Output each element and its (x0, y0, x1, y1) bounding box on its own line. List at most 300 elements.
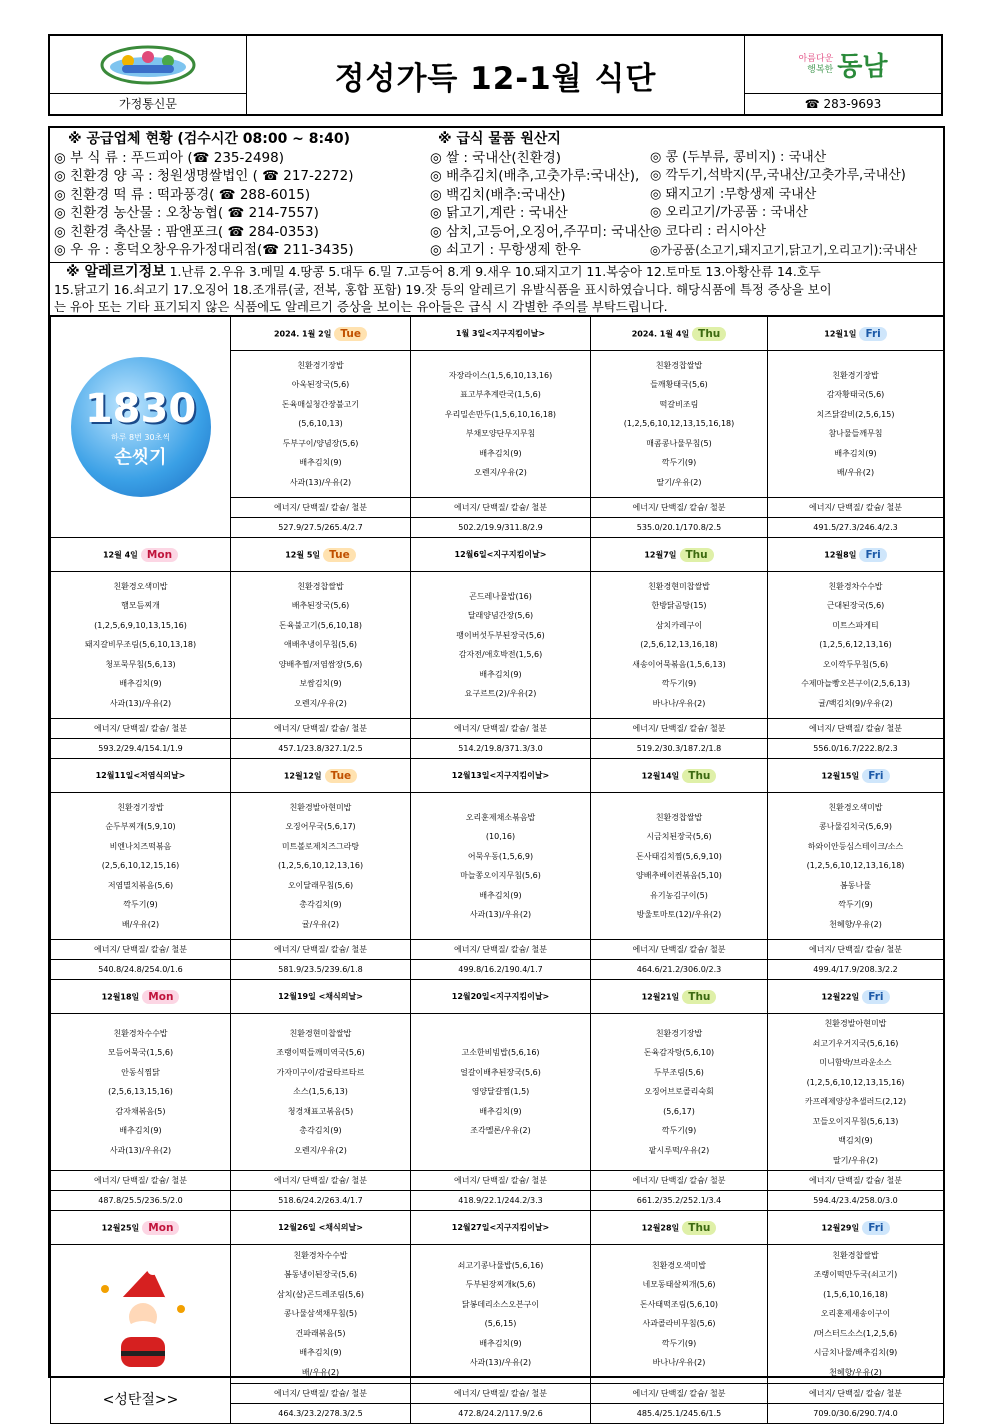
menu-item: 배/우유(2) (301, 1367, 340, 1377)
day-menu (768, 351, 944, 498)
day-header (411, 980, 591, 1014)
menu-item: 건파래볶음(5) (295, 1328, 346, 1338)
day-header (411, 538, 591, 572)
menu-table (50, 316, 944, 1424)
menu-item: (1,2,5,6,9,10,13,15,16) (94, 620, 187, 630)
day-date: 12월8일 (824, 550, 857, 559)
day-nutrition (768, 1384, 944, 1424)
nutrition-label: 에너지/ 단백질/ 칼슘/ 철분 (231, 1384, 410, 1404)
day-nutrition (231, 940, 411, 980)
day-date: 12월1일 (824, 329, 857, 338)
nutrition-value: 709.0/30.6/290.7/4.0 (813, 1409, 898, 1418)
menu-item: 오이깍두무침(5,6) (822, 659, 889, 669)
day-date: 12월14일 (641, 771, 680, 780)
menu-item: 오리훈제새송이구이 (820, 1309, 891, 1319)
logo-big-text: 동남 (837, 52, 888, 82)
menu-item: 사과(13)/우유(2) (469, 1358, 532, 1367)
menu-item: 콩나물삼색채무침(5) (283, 1309, 358, 1319)
menu-item: 수제마늘빵오븐구이(2,5,6,13) (801, 679, 910, 689)
nutrition-value: 556.0/16.7/222.8/2.3 (813, 744, 898, 753)
day-date: 12월25일 (101, 1223, 140, 1232)
weekday-badge: Thu (682, 1221, 716, 1235)
menu-row (51, 793, 944, 940)
day-header (411, 317, 591, 351)
menu-item: 깍두기(9) (123, 900, 158, 910)
menu-item: 순두부찌개(5,9,10) (105, 822, 176, 832)
origin-line: ◎ 깍두기,석박지(무,국내산/고춧가루,국내산) (650, 168, 906, 183)
nutrition-label: 에너지/ 단백질/ 칼슘/ 철분 (591, 498, 767, 518)
day-date: 12월12일 (283, 771, 322, 780)
menu-item: 오렌지/우유(2) (294, 698, 347, 708)
menu-item: 삼치카레구이 (655, 620, 703, 630)
nutrition-value: 527.9/27.5/265.4/2.7 (278, 523, 363, 532)
menu-item: 배/우유(2) (121, 919, 160, 929)
nutrition-label: 에너지/ 단백질/ 칼슘/ 철분 (768, 498, 943, 518)
supplier-heading: ※ 공급업체 현황 (검수시간 08:00 ~ 8:40) (68, 131, 351, 147)
menu-item: 얼갈이배추된장국(5,6) (460, 1067, 541, 1077)
day-nutrition (51, 1171, 231, 1211)
menu-item: 오이달래무침(5,6) (287, 880, 354, 890)
menu-item: 봄동냉이된장국(5,6) (283, 1270, 358, 1280)
menu-item: 양배추베이컨볶음(5,10) (636, 871, 722, 880)
day-header (231, 759, 411, 793)
menu-item: 자장라이스(1,5,6,10,13,16) (448, 370, 553, 380)
menu-item: 모듬어묵국(1,5,6) (107, 1048, 174, 1058)
day-menu (411, 351, 591, 498)
menu-item: (5,6,10,13) (298, 419, 343, 429)
logo-small-text-2: 행복한 (807, 64, 834, 75)
menu-item: 청경채표고볶음(5) (287, 1106, 354, 1116)
origin-line: ◎ 백김치(배추:국내산) (430, 186, 566, 203)
menu-row (51, 1245, 944, 1384)
weekday-badge: Thu (682, 990, 716, 1004)
day-header (591, 538, 768, 572)
handwash-number: 1830 (84, 385, 197, 432)
supplier-line: ◎ 우 유 : 흥덕오창우유가정대리점(☎ 211-3435) (54, 242, 354, 258)
weekday-badge: Thu (680, 548, 714, 562)
menu-item: 달래양념간장(5,6) (467, 611, 534, 620)
header (48, 34, 943, 116)
menu-item: 오렌지/우유(2) (294, 1145, 347, 1155)
day-header (411, 1211, 591, 1245)
menu-item: 감자전/애호박전(1,5,6) (458, 650, 543, 659)
day-header (768, 759, 944, 793)
origin-line: ◎ 오리고기/가공품 : 국내산 (650, 205, 809, 220)
menu-item: 삼치(살)곤드레조림(5,6) (276, 1289, 365, 1299)
menu-item: 깍두기(9) (661, 679, 697, 689)
menu-item: 매콤콩나물무침(5) (646, 438, 712, 448)
weekday-badge: Fri (859, 327, 886, 341)
nutrition-value: 464.3/23.2/278.3/2.5 (278, 1409, 363, 1418)
nutrition-label: 에너지/ 단백질/ 칼슘/ 철분 (231, 940, 410, 960)
day-nutrition (231, 498, 411, 538)
date-row (51, 317, 944, 351)
menu-item: 마늘쫑오이지무침(5,6) (460, 871, 541, 880)
nutrition-label: 에너지/ 단백질/ 칼슘/ 철분 (411, 1171, 590, 1191)
day-date: 12월19일 <채식의날> (278, 992, 363, 1001)
menu-item: 돈사태떡조림(5,6,10) (639, 1299, 719, 1309)
menu-item: 부채모양단무지무침 (465, 429, 536, 438)
day-nutrition (768, 940, 944, 980)
nutrition-value: 502.2/19.9/311.8/2.9 (458, 523, 543, 532)
day-header (51, 1211, 231, 1245)
allergy-heading: ※ 알레르기정보 (66, 264, 166, 280)
day-menu (591, 1014, 768, 1171)
menu-item: 천혜향/우유(2) (829, 919, 882, 929)
menu-item: 조랭이떡들깨미역국(5,6) (276, 1048, 365, 1058)
menu-item: 친환경찹쌀밥 (297, 581, 344, 591)
menu-item: 미니함박/브라운소스 (819, 1058, 892, 1067)
kindergarten-logo (745, 36, 941, 93)
menu-item: 돼지갈비무조림(5,6,10,13,18) (84, 640, 197, 650)
nutrition-value: 499.8/16.2/190.4/1.7 (458, 965, 543, 974)
day-date: 12월21일 (641, 992, 680, 1001)
day-menu (51, 572, 231, 719)
nutrition-row (51, 719, 944, 759)
nutrition-value: 485.4/25.1/245.6/1.5 (636, 1409, 722, 1418)
menu-item: (1,5,6,10,16,18) (823, 1289, 888, 1299)
day-menu (231, 572, 411, 719)
allergy-text-3: 는 유아 또는 기타 표기되지 않은 식품에도 알레르기 증상을 보이는 유아들은 급식 시 각별한 주의를 부탁드립니다. (54, 299, 668, 314)
handwash-badge (71, 357, 211, 497)
menu-item: (1,2,5,6,10,12,13,15,16) (806, 1077, 905, 1087)
menu-item: 배추김치(9) (479, 890, 522, 900)
supplier-line: ◎ 부 식 류 : 푸드피아 (☎ 235-2498) (54, 149, 284, 166)
origin-line: ◎가공품(소고기,돼지고기,닭고기,오리고기):국내산 (650, 243, 918, 257)
day-date: 12월7일 (644, 550, 677, 559)
supplier-list (54, 130, 354, 260)
menu-item: 근대된장국(5,6) (826, 601, 885, 611)
menu-item: 양배추찜/저염쌈장(5,6) (278, 659, 363, 669)
day-menu (591, 1245, 768, 1384)
menu-item: 들깨황태국(5,6) (650, 380, 708, 390)
day-date: 12월29일 (821, 1223, 860, 1232)
nutrition-value: 661.2/35.2/252.1/3.4 (636, 1196, 722, 1205)
nutrition-label: 에너지/ 단백질/ 칼슘/ 철분 (411, 498, 590, 518)
nutrition-value: 535.0/20.1/170.8/2.5 (636, 523, 722, 532)
menu-item: 친환경찹쌀밥 (832, 1250, 879, 1260)
nutrition-row (51, 940, 944, 980)
day-header (51, 980, 231, 1014)
origin-list-left (430, 130, 650, 260)
nutrition-value: 457.1/23.8/327.1/2.5 (278, 744, 363, 753)
nutrition-value: 464.6/21.2/306.0/2.3 (636, 965, 722, 974)
day-date: 12월27일<지구지킴이날> (451, 1223, 550, 1232)
menu-item: 돈육감자탕(5,6,10) (643, 1048, 715, 1058)
menu-item: 감자황태국(5,6) (826, 390, 885, 399)
menu-item: 미트스파게티 (832, 620, 879, 630)
menu-item: 배추김치(9) (479, 1106, 522, 1116)
day-date: 12월 4일 (102, 550, 138, 559)
menu-item: 조랭이떡만두국(쇠고기) (813, 1270, 898, 1280)
day-nutrition (411, 940, 591, 980)
day-menu (411, 793, 591, 940)
day-menu (231, 1014, 411, 1171)
menu-item: 친환경발아현미밥 (289, 802, 352, 812)
menu-item: (5,6,17) (663, 1106, 695, 1116)
day-nutrition (768, 1171, 944, 1211)
nutrition-label: 에너지/ 단백질/ 칼슘/ 철분 (591, 1171, 767, 1191)
menu-item: 어묵우동(1,5,6,9) (467, 851, 534, 861)
menu-item: 한방닭곰탕(15) (651, 601, 707, 611)
day-nutrition (51, 719, 231, 759)
menu-row (51, 572, 944, 719)
menu-item: 친환경오색미밥 (828, 802, 883, 812)
menu-item: 친환경기장밥 (655, 1028, 703, 1038)
day-date: 12월26일 <채식의날> (278, 1223, 363, 1232)
handwash-small: 하루 8번 30초씩 (111, 432, 170, 442)
day-menu (591, 572, 768, 719)
day-nutrition (411, 719, 591, 759)
weekday-badge: Mon (142, 990, 179, 1004)
day-menu (231, 793, 411, 940)
supplier-line: ◎ 친환경 축산물 : 팜앤포크( ☎ 284-0353) (54, 223, 319, 240)
allergy-info (50, 262, 943, 316)
menu-item: 콩나물김치국(5,6,9) (819, 822, 892, 832)
day-menu (768, 1245, 944, 1384)
weekday-badge: Tue (325, 769, 358, 783)
day-menu (51, 793, 231, 940)
menu-item: 친환경발아현미밥 (824, 1019, 887, 1028)
menu-item: 감자채볶음(5) (115, 1106, 166, 1116)
day-menu (411, 572, 591, 719)
day-menu (231, 351, 411, 498)
christmas-label: <성탄절>> (102, 1392, 179, 1408)
origin-line: ◎ 닭고기,계란 : 국내산 (430, 205, 568, 221)
day-nutrition (231, 1171, 411, 1211)
day-menu (411, 1245, 591, 1384)
date-row (51, 1211, 944, 1245)
menu-sheet (48, 126, 945, 1418)
day-date: 1월 3일<지구지킴이날> (455, 329, 546, 338)
menu-item: 요구르트(2)/우유(2) (464, 689, 537, 698)
menu-item: 두부조림(5,6) (654, 1067, 704, 1077)
nutrition-label: 에너지/ 단백질/ 칼슘/ 철분 (411, 940, 590, 960)
menu-item: 배추김치(9) (479, 1338, 522, 1348)
day-nutrition (768, 498, 944, 538)
menu-item: (10,16) (485, 832, 516, 841)
menu-item: 친환경현미찹쌀밥 (289, 1028, 352, 1038)
menu-item: (1,2,5,6,12,13,16) (819, 640, 892, 650)
day-header (591, 1211, 768, 1245)
nutrition-value: 418.9/22.1/244.2/3.3 (458, 1196, 543, 1205)
day-nutrition (411, 1171, 591, 1211)
menu-item: 조각멜론/우유(2) (470, 1126, 531, 1136)
menu-item: 친환경차수수밥 (113, 1028, 168, 1038)
weekday-badge: Fri (862, 990, 889, 1004)
nutrition-label: 에너지/ 단백질/ 칼슘/ 철분 (591, 719, 767, 739)
day-menu (411, 1014, 591, 1171)
day-date: 12월13일<지구지킴이날> (451, 771, 550, 780)
day-date: 12월28일 (641, 1223, 680, 1232)
menu-item: 친환경찹쌀밥 (655, 360, 703, 370)
day-nutrition (411, 498, 591, 538)
menu-item: 친환경현미찹쌀밥 (648, 581, 710, 591)
menu-item: 배추김치(9) (119, 1126, 162, 1136)
origin-line: ◎ 코다리 : 러시아산 (650, 223, 767, 239)
nutrition-label: 에너지/ 단백질/ 칼슘/ 철분 (51, 719, 230, 739)
menu-item: 배추김치(9) (299, 1348, 342, 1358)
menu-item: (5,6,15) (484, 1319, 517, 1328)
menu-item: 시금치나물/배추김치(9) (813, 1348, 898, 1358)
supplier-line: ◎ 친환경 농산물 : 오창농협( ☎ 214-7557) (54, 205, 319, 221)
day-header (231, 980, 411, 1014)
day-header (591, 980, 768, 1014)
menu-item: 유기농김구이(5) (650, 890, 708, 900)
christmas-cell (51, 1245, 231, 1424)
nutrition-value: 499.4/17.9/208.3/2.2 (813, 965, 898, 974)
day-menu (768, 572, 944, 719)
menu-item: 네모동태살찌개(5,6) (642, 1280, 716, 1289)
supplier-line: ◎ 친환경 양 곡 : 청원생명쌀법인 ( ☎ 217-2272) (54, 168, 354, 184)
day-menu (768, 1014, 944, 1171)
origin-line: ◎ 돼지고기 :무항생제 국내산 (650, 186, 817, 202)
allergy-text-2: 15.닭고기 16.쇠고기 17.오징어 18.조개류(굴, 전복, 홍합 포함) 19.잣 등의 알레르기 유발식품을 표시하였습니다. 해당식품에 특정 증상을 보이 (54, 282, 832, 297)
left-caption: 가정통신문 (50, 93, 246, 114)
menu-item: (1,2,5,6,10,12,13,16,18) (806, 861, 905, 871)
menu-item: 사과(13)/우유(2) (289, 477, 352, 487)
day-header (231, 538, 411, 572)
menu-item: 시금치된장국(5,6) (646, 832, 712, 841)
day-date: 2024. 1월 2일 (273, 329, 332, 338)
menu-item: 바나나/우유(2) (652, 698, 706, 708)
menu-item: (1,2,5,6,10,12,13,16) (277, 861, 364, 871)
day-header (768, 980, 944, 1014)
day-date: 12월20일<지구지킴이날> (451, 992, 550, 1001)
menu-item: 배추김치(9) (479, 669, 522, 679)
menu-item: 배추김치(9) (834, 448, 877, 458)
menu-item: 돈육불고기(5,6,10,18) (278, 620, 363, 630)
phone-number: ☎ 283-9693 (745, 93, 941, 114)
day-header (51, 538, 231, 572)
day-header (591, 317, 768, 351)
menu-item: 두부구이/양념장(5,6) (282, 438, 359, 448)
menu-item: 귤/우유(2) (301, 919, 340, 929)
menu-item: 닭봉데리소스오븐구이 (461, 1299, 540, 1309)
menu-item: 깍두기(9) (661, 458, 697, 468)
menu-item: 사과(13)/우유(2) (469, 910, 532, 919)
menu-item: 돈사태김치찜(5,6,9,10) (636, 851, 722, 861)
menu-item: 보쌈김치(9) (299, 679, 342, 689)
day-header (768, 538, 944, 572)
menu-item: 깍두기(9) (838, 900, 873, 910)
nutrition-label: 에너지/ 단백질/ 칼슘/ 철분 (411, 719, 590, 739)
day-menu (591, 793, 768, 940)
weekday-badge: Fri (859, 548, 886, 562)
day-header (231, 1211, 411, 1245)
nutrition-label: 에너지/ 단백질/ 칼슘/ 철분 (768, 719, 943, 739)
day-nutrition (768, 719, 944, 759)
menu-item: 애배추냉이무침(5,6) (283, 640, 358, 650)
menu-item: 깍두기(9) (661, 1126, 697, 1136)
menu-item: 딸기/우유(2) (656, 477, 702, 487)
menu-item: 팽이버섯두부된장국(5,6) (456, 630, 545, 640)
nutrition-value: 518.6/24.2/263.4/1.7 (278, 1196, 363, 1205)
date-row (51, 759, 944, 793)
menu-item: 친환경기장밥 (832, 370, 879, 380)
day-header (411, 759, 591, 793)
menu-item: 귤/백김치(9)/우유(2) (818, 698, 893, 708)
menu-item: 배추된장국(5,6) (291, 601, 350, 611)
nutrition-label: 에너지/ 단백질/ 칼슘/ 철분 (51, 940, 230, 960)
menu-item: 우리밀손만두(1,5,6,10,16,18) (444, 409, 557, 419)
menu-row (51, 1014, 944, 1171)
nutrition-value: 581.9/23.5/239.6/1.8 (278, 965, 363, 974)
day-date: 12월6일<지구지킴이날> (454, 550, 547, 559)
menu-item: 오징어무국(5,6,17) (285, 822, 356, 832)
menu-item: 딸기/우유(2) (833, 1155, 878, 1165)
handwash-campaign (51, 317, 231, 538)
weekday-badge: Tue (334, 327, 367, 341)
nutrition-row (51, 1171, 944, 1211)
menu-item: 봄동나물 (840, 880, 871, 890)
menu-item: 오징어브로콜리숙회 (644, 1087, 714, 1097)
menu-item: 치즈닭갈비(2,5,6,15) (816, 409, 895, 419)
weekday-badge: Fri (862, 769, 889, 783)
day-nutrition (51, 940, 231, 980)
day-menu (231, 1245, 411, 1384)
menu-item: 천혜향/우유(2) (829, 1367, 882, 1377)
menu-item: 참나물들깨무침 (828, 429, 883, 438)
menu-item: 총각김치(9) (299, 900, 342, 910)
menu-item: 배/우유(2) (836, 468, 875, 477)
weekday-badge: Thu (682, 769, 716, 783)
weekday-badge: Mon (142, 1221, 179, 1235)
supplier-origin-section (50, 128, 943, 263)
menu-item: 친환경차수수밥 (828, 581, 883, 591)
menu-item: 친환경기장밥 (297, 360, 344, 370)
day-header (51, 759, 231, 793)
date-row (51, 980, 944, 1014)
origin-line: ◎ 배추김치(배추,고춧가루:국내산), (430, 168, 640, 184)
nutrition-value: 594.4/23.4/258.0/3.0 (813, 1196, 898, 1205)
nutrition-value: 514.2/19.8/371.3/3.0 (458, 744, 543, 753)
weekday-badge: Tue (323, 548, 356, 562)
menu-item: 배추김치(9) (299, 458, 342, 468)
menu-item: 쇠고기콩나물밥(5,6,16) (457, 1260, 544, 1270)
origin-line: ◎ 쇠고기 : 무항생제 한우 (430, 242, 581, 258)
day-header (591, 759, 768, 793)
menu-item: 친환경오색미밥 (651, 1260, 707, 1270)
menu-item: 바나나/우유(2) (652, 1358, 706, 1367)
day-nutrition (231, 719, 411, 759)
nutrition-label: 에너지/ 단백질/ 칼슘/ 철분 (231, 498, 410, 518)
day-nutrition (591, 719, 768, 759)
nutrition-label: 에너지/ 단백질/ 칼슘/ 철분 (768, 1171, 943, 1191)
menu-item: 오리훈제채소볶음밥 (465, 812, 536, 822)
nutrition-label: 에너지/ 단백질/ 칼슘/ 철분 (591, 940, 767, 960)
nutrition-label: 에너지/ 단백질/ 칼슘/ 철분 (768, 940, 943, 960)
nutrition-value: 540.8/24.8/254.0/1.6 (98, 965, 183, 974)
day-nutrition (591, 1171, 768, 1211)
day-nutrition (231, 1384, 411, 1424)
school-logo (50, 36, 246, 93)
logo-small-text-1: 아름다운 (798, 53, 834, 64)
menu-item: 친환경찹쌀밥 (655, 812, 703, 822)
day-date: 12월15일 (821, 771, 860, 780)
weekday-badge: Fri (862, 1221, 889, 1235)
day-date: 2024. 1월 4일 (631, 329, 690, 338)
day-menu (591, 351, 768, 498)
origin-line: ◎ 콩 (두부류, 콩비지) : 국내산 (650, 149, 827, 165)
day-header (768, 317, 944, 351)
menu-item: 팥시루떡/우유(2) (648, 1145, 710, 1155)
menu-item: (2,5,6,13,15,16) (108, 1087, 173, 1097)
menu-item: (2,5,6,12,13,16,18) (640, 640, 718, 650)
origin-heading: ※ 급식 물품 원산지 (438, 131, 561, 147)
menu-item: 소스(1,5,6,13) (293, 1087, 348, 1097)
nutrition-label: 에너지/ 단백질/ 칼슘/ 철분 (591, 1384, 767, 1404)
